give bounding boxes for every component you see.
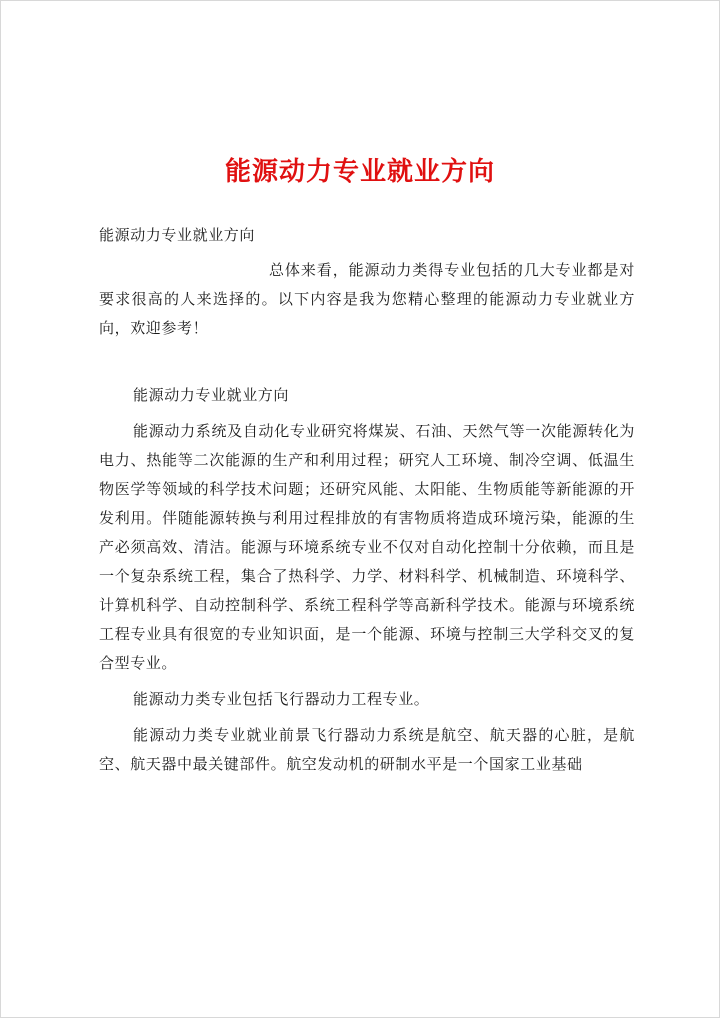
section-heading: 能源动力专业就业方向: [99, 226, 256, 244]
document-body: [99, 221, 635, 779]
body-paragraph-2: 能源动力类专业包括飞行器动力工程专业。: [133, 690, 430, 708]
document-title: 能源动力专业就业方向: [224, 157, 495, 187]
body-paragraph-1: 能源动力系统及自动化专业研究将煤炭、石油、天然气等一次能源转化为电力、热能等二次能源的生产和利用过程；研究人工环境、制冷空调、低温生物医学等领域的科学技术问题；还研究风能、太阳能、生物质能等新能源的开发利用。伴随能源转换与利用过程排放的有害物质将造成环境污染，能源的生产必须高效、清洁。能源与环境系统专业不仅对自动化控制十分依赖，而且是一个复杂系统工程，集合了热科学、力学、材料科学、机械制造、环境科学、计算机科学、自动控制科学、系统工程科学等高新科学技术。能源与环境系统工程专业具有很宽的专业知识面，是一个能源、环境与控制三大学科交叉的复合型专业。: [99, 422, 635, 672]
intro-paragraph: 总体来看，能源动力类得专业包括的几大专业都是对要求很高的人来选择的。以下内容是我为您精心整理的能源动力专业就业方向，欢迎参考！: [99, 261, 635, 337]
sub-heading: 能源动力专业就业方向: [133, 386, 290, 404]
body-paragraph-3: 能源动力类专业就业前景飞行器动力系统是航空、航天器的心脏，是航空、航天器中最关键部件。航空发动机的研制水平是一个国家工业基础: [99, 726, 635, 773]
